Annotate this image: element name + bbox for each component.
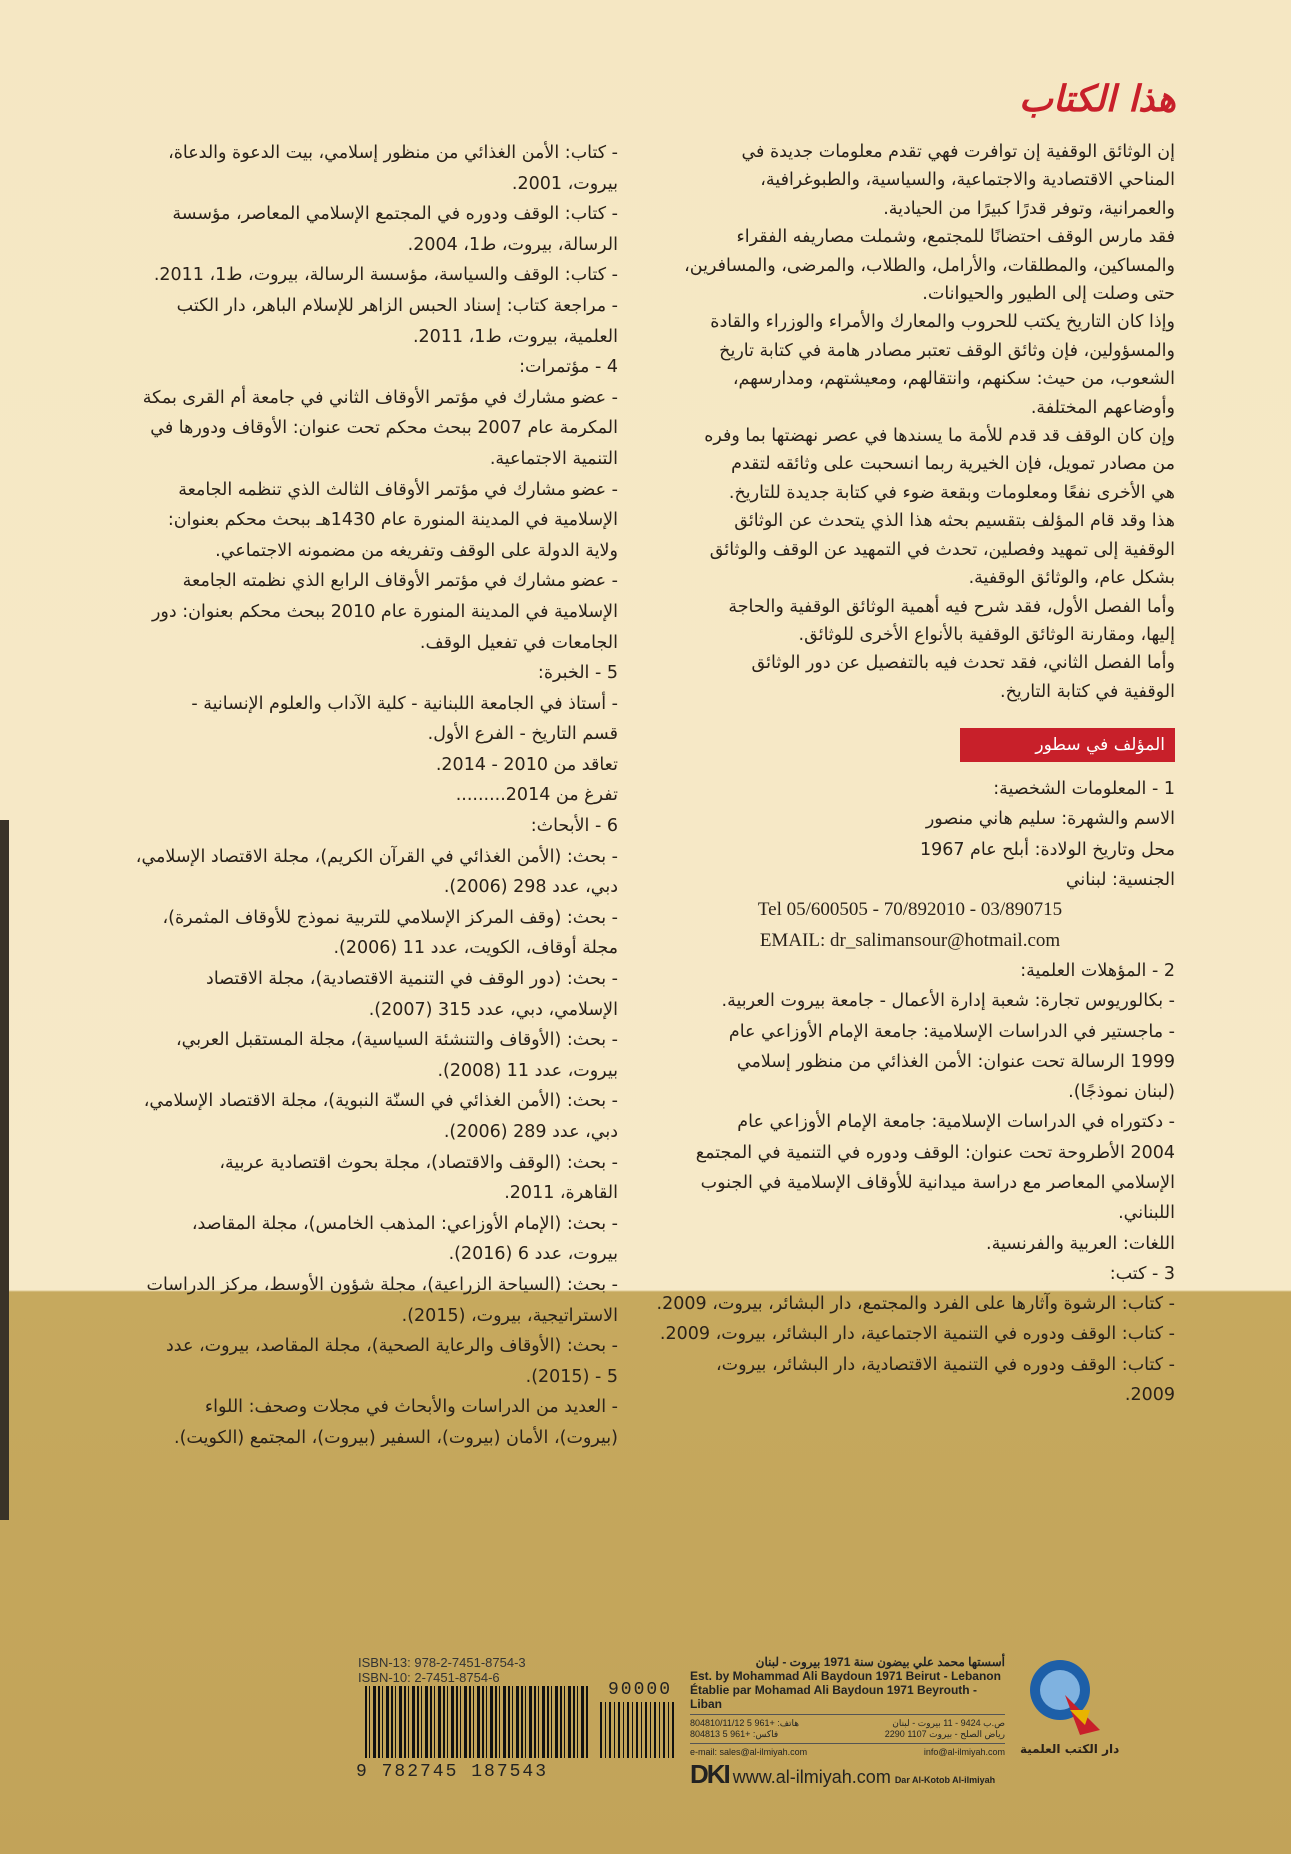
text-line: هي الأخرى نفعًا ومعلومات وبقعة ضوء في كتابة جديدة للتاريخ. (728, 482, 1175, 503)
website-link[interactable]: www.al-ilmiyah.com (732, 1767, 891, 1787)
text-line: - بحث: (السياحة الزراعية)، مجلة شؤون الأوسط، مركز الدراسات (146, 1274, 618, 1295)
text-line: الرسالة، بيروت، ط1، 2004. (407, 234, 618, 255)
text-line: حتى وصلت إلى الطيور والحيوانات. (922, 284, 1175, 305)
publisher-founded-en: Est. by Mohammad Ali Baydoun 1971 Beirut - Lebanon (690, 1669, 1001, 1683)
publisher-logo (1020, 1650, 1120, 1760)
text-line: 2 - المؤهلات العلمية: (1020, 960, 1175, 981)
publisher-founded-fr: Établie par Mohamad Ali Baydoun 1971 Beyrouth - Liban (690, 1683, 977, 1711)
author-bio (645, 774, 1175, 1410)
text-line: 2004 الأطروحة تحت عنوان: الوقف ودوره في التنمية في المجتمع (695, 1142, 1175, 1163)
text-line: اللبناني. (1118, 1203, 1175, 1224)
text-line: الإسلامي المعاصر مع دراسة ميدانية للأوقاف الإسلامية في الجنوب (700, 1172, 1175, 1193)
publisher-founded-ar: أسستها محمد علي بيضون سنة 1971 بيروت - لبنان (755, 1655, 1005, 1669)
text-line: قسم التاريخ - الفرع الأول. (427, 724, 618, 745)
text-line: إن الوثائق الوقفية إن توافرت فهي تقدم معلومات جديدة في (741, 142, 1175, 162)
text-line: تفرغ من 2014......... (455, 785, 618, 806)
text-line: EMAIL: dr_salimansour@hotmail.com (759, 929, 1061, 951)
author-bio-continued (108, 138, 618, 1454)
text-line: - بحث: (الإمام الأوزاعي: المذهب الخامس)، مجلة المقاصد، (191, 1213, 618, 1234)
text-line: والمسؤولين، فإن وثائق الوقف تعتبر مصادر هامة في كتابة تاريخ (719, 340, 1175, 361)
text-line: - دكتوراه في الدراسات الإسلامية: جامعة الإمام الأوزاعي عام (737, 1112, 1175, 1133)
text-line: هذا وقد قام المؤلف بتقسيم بحثه هذا الذي يتحدث عن الوثائق (734, 511, 1175, 532)
text-line: الإسلامية في المدينة المنورة عام 2010 ببحث محكم بعنوان: دور (151, 601, 618, 622)
text-line: - بحث: (وقف المركز الإسلامي للتربية نموذج للأوقاف المثمرة)، (162, 907, 618, 928)
text-line: وأما الفصل الثاني، فقد تحدث فيه بالتفصيل عن دور الوثائق (751, 653, 1175, 674)
addon-barcode (600, 1702, 675, 1758)
text-line: الوقفية في كتابة التاريخ. (1000, 681, 1175, 702)
text-line: 3 - كتب: (1109, 1263, 1175, 1284)
phone: هاتف: +961 5 804810/11/12 (690, 1718, 800, 1728)
text-line: - كتاب: الوقف ودوره في التنمية الاجتماعية، دار البشائر، بيروت، 2009. (659, 1324, 1175, 1345)
text-line: - كتاب: الوقف ودوره في المجتمع الإسلامي المعاصر، مؤسسة (172, 204, 618, 225)
book-description (645, 138, 1175, 706)
text-line: مجلة أوقاف، الكويت، عدد 11 (2006). (333, 938, 618, 959)
barcode-digits: 9 782745 187543 (356, 1762, 549, 1782)
text-line: - العديد من الدراسات والأبحاث في مجلات وصحف: اللواء (204, 1397, 618, 1418)
text-line: - بحث: (الأوقاف والرعاية الصحية)، مجلة المقاصد، بيروت، عدد (166, 1336, 618, 1357)
text-line: - ماجستير في الدراسات الإسلامية: جامعة الإمام الأوزاعي عام (728, 1021, 1175, 1042)
text-line: اللغات: العربية والفرنسية. (986, 1233, 1175, 1254)
text-line: الإسلامية في المدينة المنورة عام 1430هـ ببحث محكم بعنوان: (167, 510, 618, 531)
text-line: 5 - (2015). (525, 1366, 618, 1387)
text-line: الجنسية: لبناني (1065, 870, 1175, 891)
right-column (645, 138, 1175, 1410)
text-line: - بحث: (الأمن الغذائي في السنّة النبوية)، مجلة الاقتصاد الإسلامي، (143, 1091, 618, 1112)
text-line: - أستاذ في الجامعة اللبنانية - كلية الآداب والعلوم الإنسانية - (191, 693, 618, 714)
text-line: من مصادر تمويل، فإن الخيرية ربما انسحبت على وثائقه لتقدم (731, 454, 1175, 475)
text-line: - كتاب: الأمن الغذائي من منظور إسلامي، بيت الدعوة والدعاة، (168, 143, 618, 163)
text-line: 6 - الأبحاث: (530, 816, 618, 837)
address: رياض الصلح - بيروت 1107 2290 (884, 1729, 1005, 1739)
publisher-info (690, 1655, 1005, 1790)
text-line: القاهرة، 2011. (504, 1183, 618, 1204)
text-line: ولاية الدولة على الوقف وتفريغه من مضمونه الاجتماعي. (215, 540, 618, 561)
text-line: - عضو مشارك في مؤتمر الأوقاف الرابع الذي نظمته الجامعة (182, 571, 618, 592)
text-line: وإذا كان التاريخ يكتب للحروب والمعارك والأمراء والوزراء والقادة (710, 312, 1175, 333)
text-line: (لبنان نموذجًا). (1068, 1082, 1175, 1103)
text-line: وإن كان الوقف قد قدم للأمة ما يسندها في عصر نهضتها بما وفره (704, 426, 1175, 447)
text-line: 4 - مؤتمرات: (519, 357, 618, 378)
text-line: - بحث: (الوقف والاقتصاد)، مجلة بحوث اقتصادية عربية، (219, 1152, 618, 1173)
text-line: وأوضاعهم المختلفة. (1030, 397, 1175, 418)
text-line: بيروت، عدد 11 (2008). (437, 1060, 618, 1081)
isbn-13: ISBN-13: 978-2-7451-8754-3 (358, 1655, 526, 1670)
fax: فاكس: +961 5 804813 (690, 1729, 779, 1739)
text-line: الشعوب، من حيث: سكنهم، وانتقالهم، ومعيشتهم، ومدارسهم، (732, 369, 1175, 390)
text-line: - بكالوريوس تجارة: شعبة إدارة الأعمال - جامعة بيروت العربية. (721, 991, 1175, 1012)
text-line: والعمرانية، وتوفر قدرًا كبيرًا من الحيادية. (883, 198, 1175, 219)
divider (690, 1714, 1005, 1715)
text-line: المناحي الاقتصادية والاجتماعية، والسياسية، والطبوغرافية، (760, 170, 1175, 191)
text-line: - كتاب: الوقف والسياسة، مؤسسة الرسالة، بيروت، ط1، 2011. (153, 265, 618, 286)
text-line: 1 - المعلومات الشخصية: (993, 779, 1175, 800)
text-line: العلمية، بيروت، ط1، 2011. (412, 326, 618, 347)
text-line: 2009. (1124, 1385, 1175, 1406)
dki-logo-text: DKI (690, 1759, 729, 1789)
text-line: إليها، ومقارنة الوثائق الوقفية بالأنواع الأخرى للوثائق. (798, 624, 1175, 645)
isbn-10: ISBN-10: 2-7451-8754-6 (358, 1670, 500, 1685)
text-line: بشكل عام، والوثائق الوقفية. (968, 568, 1175, 589)
text-line: دبي، عدد 298 (2006). (443, 877, 618, 898)
text-line: - بحث: (دور الوقف في التنمية الاقتصادية)، مجلة الاقتصاد (206, 969, 618, 990)
text-line: - بحث: (الأوقاف والتنشئة السياسية)، مجلة المستقبل العربي، (176, 1030, 618, 1051)
text-line: دبي، عدد 289 (2006). (443, 1122, 618, 1142)
text-line: بيروت، عدد 6 (2016). (448, 1244, 618, 1265)
text-line: الاستراتيجية، بيروت، (2015). (401, 1305, 618, 1326)
author-badge: المؤلف في سطور (960, 728, 1175, 762)
text-line: - كتاب: الوقف ودوره في التنمية الاقتصادية، دار البشائر، بيروت، (716, 1354, 1175, 1375)
email-info: info@al-ilmiyah.com (923, 1747, 1005, 1757)
text-line: (بيروت)، الأمان (بيروت)، السفير (بيروت)، المجتمع (الكويت). (174, 1427, 618, 1448)
text-line: التنمية الاجتماعية. (489, 448, 618, 469)
text-line: وأما الفصل الأول، فقد شرح فيه أهمية الوثائق الوقفية والحاجة (728, 596, 1175, 617)
email-sales: e-mail: sales@al-ilmiyah.com (690, 1747, 808, 1757)
text-line: الجامعات في تفعيل الوقف. (419, 632, 618, 653)
text-line: 5 - الخبرة: (537, 663, 618, 684)
barcode (365, 1686, 590, 1758)
text-line: - عضو مشارك في مؤتمر الأوقاف الثاني في جامعة أم القرى بمكة (142, 387, 618, 408)
text-line: - بحث: (الأمن الغذائي في القرآن الكريم)، مجلة الاقتصاد الإسلامي، (135, 846, 618, 867)
publisher-name-en: Dar Al-Kotob Al-ilmiyah (894, 1775, 996, 1785)
text-line: - عضو مشارك في مؤتمر الأوقاف الثالث الذي تنظمه الجامعة (178, 479, 618, 500)
text-line: والمساكين، والمطلقات، والأرامل، والطلاب، والمرضى، والمسافرين، (684, 255, 1175, 276)
text-line: الوقفية إلى تمهيد وفصلين، تحدث في التمهيد عن الوقف والوثائق (709, 539, 1175, 560)
divider (690, 1743, 1005, 1744)
addon-number: 90000 (608, 1680, 673, 1700)
publisher-name-ar: دار الكتب العلمية (1020, 1742, 1120, 1756)
text-line: الإسلامي، دبي، عدد 315 (2007). (368, 999, 618, 1020)
spine-edge (0, 820, 9, 1520)
text-line: المكرمة عام 2007 ببحث محكم تحت عنوان: الأوقاف ودورها في (150, 418, 618, 439)
text-line: بيروت، 2001. (511, 173, 618, 194)
section-title: هذا الكتاب (1019, 78, 1176, 120)
text-line: محل وتاريخ الولادة: أبلح عام 1967 (919, 839, 1175, 860)
po-box: ص.ب 9424 - 11 بيروت - لبنان (892, 1718, 1005, 1728)
text-line: 1999 الرسالة تحت عنوان: الأمن الغذائي من منظور إسلامي (736, 1051, 1175, 1072)
text-line: - كتاب: الرشوة وآثارها على الفرد والمجتمع، دار البشائر، بيروت، 2009. (656, 1294, 1175, 1315)
text-line: الاسم والشهرة: سليم هاني منصور (925, 809, 1175, 830)
text-line: Tel 05/600505 - 70/892010 - 03/890715 (757, 899, 1063, 921)
text-line: فقد مارس الوقف احتضانًا للمجتمع، وشملت مصاريفه الفقراء (736, 227, 1175, 248)
text-line: تعاقد من 2010 - 2014. (435, 754, 618, 775)
text-line: - مراجعة كتاب: إسناد الحبس الزاهر للإسلام الباهر، دار الكتب (176, 295, 618, 316)
